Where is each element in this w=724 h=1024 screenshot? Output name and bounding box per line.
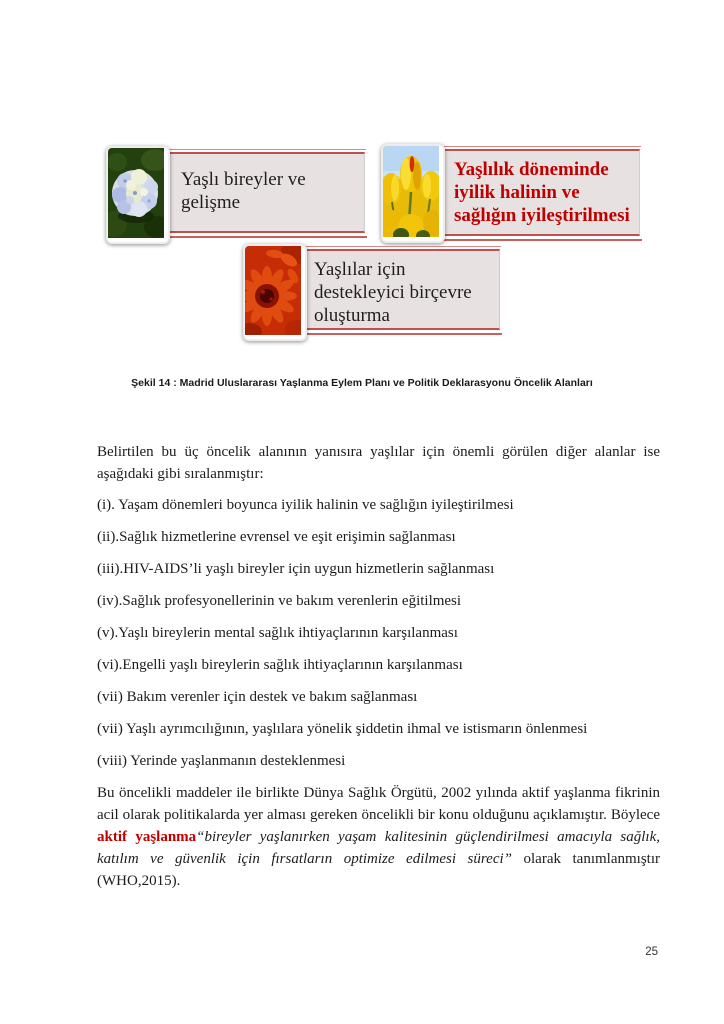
figure-caption: Şekil 14 : Madrid Uluslararası Yaşlanma Eylem Planı ve Politik Deklarasyonu Öncelik Alanları [131, 377, 593, 389]
figure-box-label: Yaşlı bireyler ve gelişme [181, 169, 306, 213]
list-item: (viii) Yerinde yaşlanmanın desteklenmesi [97, 753, 346, 769]
tulips-illustration [383, 146, 439, 237]
priority-list [97, 494, 660, 772]
list-item: (v).Yaşlı bireylerin mental sağlık ihtiyaçlarının karşılanması [97, 625, 458, 641]
list-item: (i). Yaşam dönemleri boyunca iyilik halinin ve sağlığın iyileştirilmesi [97, 497, 514, 513]
list-item: (iv).Sağlık profesyonellerinin ve bakım verenlerin eğitilmesi [97, 593, 462, 609]
list-item: (iii).HIV-AIDS’li yaşlı bireyler için uygun hizmetlerin sağlanması [97, 561, 495, 577]
list-item: (vii) Bakım verenler için destek ve bakım sağlanması [97, 689, 418, 705]
body-text [97, 441, 660, 892]
list-item: (ii).Sağlık hizmetlerine evrensel ve eşit erişimin sağlanması [97, 529, 456, 545]
closing-paragraph [97, 782, 660, 892]
list-item: (vii) Yaşlı ayrımcılığının, yaşlılara yönelik şiddetin ihmal ve istismarın önlenmesi [97, 721, 588, 737]
closing-text-2: olarak tanımlanmıştır (WHO,2015). [97, 851, 660, 889]
gerbera-illustration [245, 246, 301, 335]
tulips-photo [381, 144, 445, 243]
list-item: (vi).Engelli yaşlı bireylerin sağlık ihtiyaçlarının karşılanması [97, 657, 463, 673]
closing-quote: “bireyler yaşlanırken yaşam kalitesinin güçlendirilmesi amacıyla sağlık, katılım ve güvenlik için fırsatların optimize edilmesi süreci” [97, 829, 661, 867]
figure-box-label: Yaşlılık döneminde iyilik halinin ve sağlığın iyileştirilmesi [454, 159, 630, 226]
hydrangea-illustration [108, 148, 164, 238]
gerbera-photo [243, 244, 307, 341]
intro-paragraph: Belirtilen bu üç öncelik alanının yanısıra yaşlılar için önemli görülen diğer alanlar ise aşağıdaki gibi sıralanmıştır: [97, 444, 660, 482]
closing-text-1: Bu öncelikli maddeler ile birlikte Dünya Sağlık Örgütü, 2002 yılında aktif yaşlanma fikrinin acil olarak politikalarda yer alması gereken öncelikli bir konu olduğunu açıklamıştır. Böylece [97, 785, 660, 823]
hydrangea-photo [106, 146, 170, 244]
active-aging-highlight: aktif yaşlanma [97, 829, 197, 845]
figure-box-label: Yaşlılar için destekleyici birçevre oluşturma [314, 259, 472, 326]
page-number: 25 [645, 946, 658, 958]
